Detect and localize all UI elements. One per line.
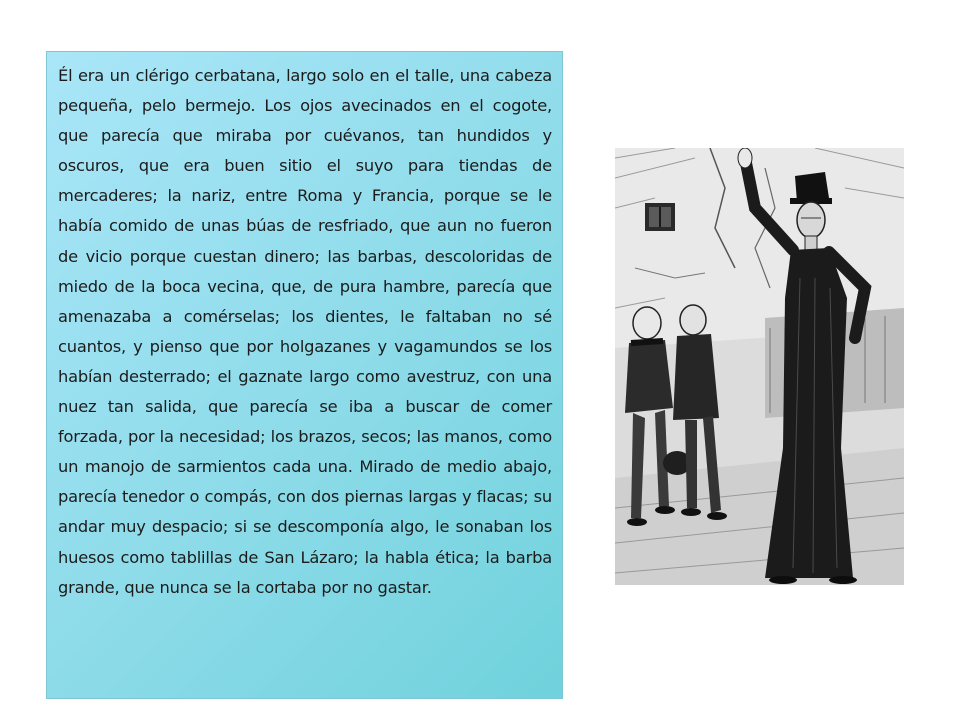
passage-text-box (46, 51, 563, 699)
engraving-illustration (615, 148, 904, 585)
passage-text: Él era un clérigo cerbatana, largo solo en el talle, una cabeza pequeña, pelo bermejo. Los ojos avecinados en el cogote, que parecía que miraba por cuévanos, tan hundidos y oscuros, que era buen sitio el suyo para tiendas de mercaderes; la nariz, entre Roma y Francia, porque se le había comido de unas búas de resfriado, que aun no fueron de vicio porque cuestan dinero; las barbas, descoloridas de miedo de la boca vecina, que, de pura hambre, parecía que amenazaba a comérselas; los dientes, le faltaban no sé cuantos, y pienso que por holgazanes y vagamundos se los habían desterrado; el gaznate largo como avestruz, con una nuez tan salida, que parecía se iba a buscar de comer forzada, por la necesidad; los brazos, secos; las manos, como un manojo de sarmientos cada una. Mirado de medio abajo, parecía tenedor o compás, con dos piernas largas y flacas; su andar muy despacio; si se descomponía algo, le sonaban los huesos como tablillas de San Lázaro; la habla ética; la barba grande, que nunca se la cortaba por no gastar. (58, 66, 552, 597)
engraving-drawing (615, 148, 904, 585)
